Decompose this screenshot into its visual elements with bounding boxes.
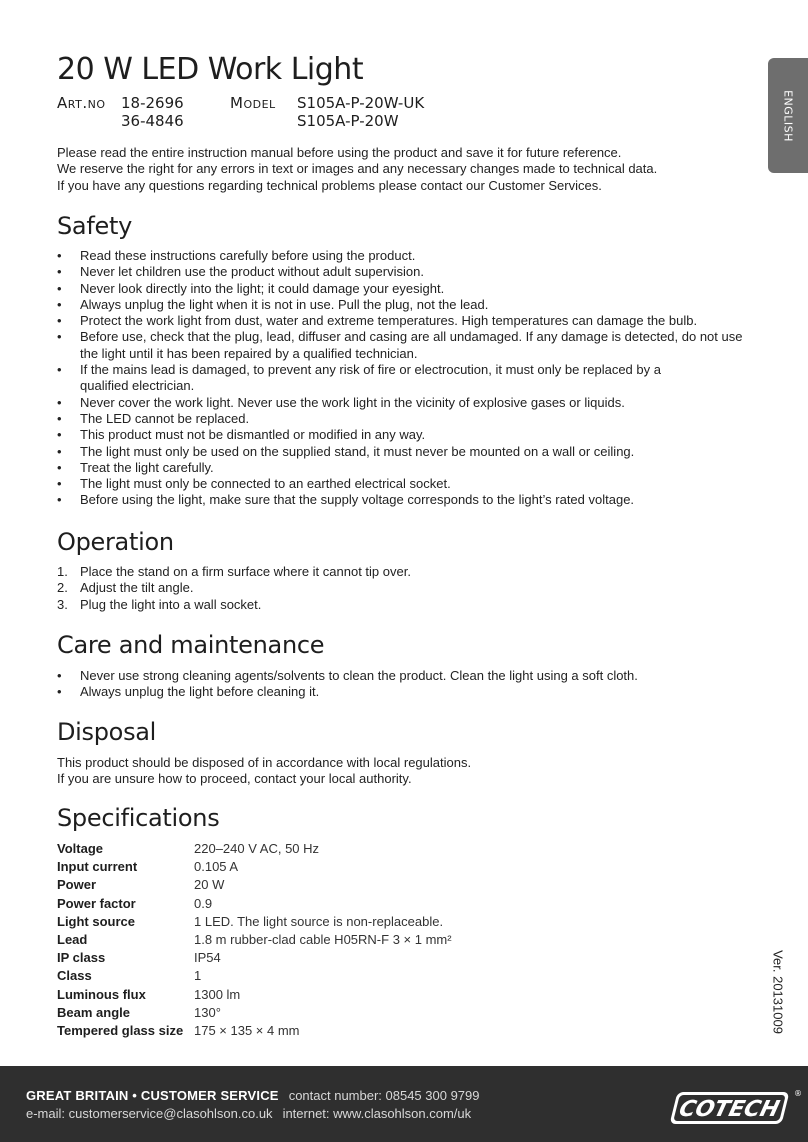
spec-row: Luminous flux 1300 lm xyxy=(57,986,241,1002)
care-heading: Care and maintenance xyxy=(57,631,325,659)
disposal-heading: Disposal xyxy=(57,718,157,746)
intro-line: Please read the entire instruction manual before using the product and save it for future reference. xyxy=(57,145,622,160)
list-item: • Protect the work light from dust, water and extreme temperatures. High temperatures can damage the bulb. xyxy=(57,313,698,329)
list-item: • Always unplug the light when it is not in use. Pull the plug, not the lead. xyxy=(57,296,489,312)
language-tab-label: ENGLISH xyxy=(781,90,795,142)
logo-text: COTECH xyxy=(676,1096,783,1122)
spec-row: Voltage 220–240 V AC, 50 Hz xyxy=(57,841,320,856)
spec-row: Power factor 0.9 xyxy=(57,895,213,911)
page-title: 20 W LED Work Light xyxy=(57,52,364,87)
cotech-logo xyxy=(665,1086,800,1130)
intro-line: If you have any questions regarding technical problems please contact our Customer Services. xyxy=(57,177,602,193)
list-item: • Treat the light carefully. xyxy=(57,459,214,475)
art-number: 36-4846 xyxy=(121,112,184,130)
spec-row: IP class IP54 xyxy=(57,950,221,966)
list-item: • Before using the light, make sure that the supply voltage corresponds to the light’s rated voltage. xyxy=(57,492,635,508)
list-item: • If the mains lead is damaged, to prevent any risk of fire or electrocution, it must only be replaced by a qualified electrician. xyxy=(57,362,661,394)
footer-region: GREAT BRITAIN • CUSTOMER SERVICE xyxy=(26,1088,279,1103)
art-number: 18-2696 xyxy=(121,94,184,112)
list-item: 3. Plug the light into a wall socket. xyxy=(57,596,262,612)
model-label: Model xyxy=(230,94,276,112)
list-item: 2. Adjust the tilt angle. xyxy=(57,580,194,596)
model-number: S105A-P-20W-UK xyxy=(297,94,425,112)
list-item: • Before use, check that the plug, lead, diffuser and casing are all undamaged. If any damage is detected, do not use the light until it has been repaired by a qualified technician. xyxy=(57,329,743,361)
list-item: • Never cover the work light. Never use the work light in the vicinity of explosive gases or liquids. xyxy=(57,394,625,410)
spec-row: Input current 0.105 A xyxy=(57,859,239,875)
operation-heading: Operation xyxy=(57,528,174,556)
spec-row: Light source 1 LED. The light source is non-replaceable. xyxy=(57,913,444,929)
disposal-line: If you are unsure how to proceed, contact your local authority. xyxy=(57,771,412,787)
footer xyxy=(0,1066,808,1142)
footer-email[interactable]: e-mail: customerservice@clasohlson.co.uk xyxy=(26,1106,273,1121)
operation-list xyxy=(57,564,747,613)
list-item: • The LED cannot be replaced. xyxy=(57,410,250,426)
spec-row: Beam angle 130° xyxy=(57,1004,221,1020)
version-label: Ver. 20131009 xyxy=(770,950,786,1034)
list-item: • Never look directly into the light; it could damage your eyesight. xyxy=(57,280,445,296)
art-no-label: Art.no xyxy=(57,94,106,112)
safety-heading: Safety xyxy=(57,212,132,240)
disposal-line: This product should be disposed of in accordance with local regulations. xyxy=(57,755,472,770)
disposal-text xyxy=(57,755,471,788)
specifications-table xyxy=(57,840,452,1040)
list-item: • This product must not be dismantled or modified in any way. xyxy=(57,427,426,443)
footer-web-line xyxy=(26,1106,471,1121)
art-numbers xyxy=(121,94,184,130)
language-tab[interactable] xyxy=(768,58,808,173)
footer-contact-line xyxy=(26,1088,480,1103)
list-item: 1. Place the stand on a firm surface where it cannot tip over. xyxy=(57,564,411,579)
list-item: • The light must only be used on the supplied stand, it must never be mounted on a wall or ceiling. xyxy=(57,443,635,459)
safety-list xyxy=(57,248,747,509)
spec-row: Lead 1.8 m rubber-clad cable H05RN-F 3 × 1 mm² xyxy=(57,932,452,948)
intro-line: We reserve the right for any errors in text or images and any necessary changes made to technical data. xyxy=(57,161,658,177)
logo-registered-mark: ® xyxy=(794,1089,802,1098)
model-numbers xyxy=(297,94,424,130)
care-list xyxy=(57,668,747,701)
spec-row: Tempered glass size 175 × 135 × 4 mm xyxy=(57,1023,300,1039)
spec-row: Power 20 W xyxy=(57,877,225,893)
model-number: S105A-P-20W xyxy=(297,112,399,130)
spec-row: Class 1 xyxy=(57,968,202,984)
list-item: • Never let children use the product without adult supervision. xyxy=(57,264,424,280)
specifications-heading: Specifications xyxy=(57,804,220,832)
list-item: • The light must only be connected to an earthed electrical socket. xyxy=(57,476,451,492)
footer-phone: contact number: 08545 300 9799 xyxy=(288,1088,480,1103)
list-item: • Always unplug the light before cleaning it. xyxy=(57,684,320,700)
footer-website[interactable]: internet: www.clasohlson.com/uk xyxy=(282,1106,472,1121)
list-item: • Read these instructions carefully before using the product. xyxy=(57,248,416,263)
list-item: • Never use strong cleaning agents/solvents to clean the product. Clean the light using a soft cloth. xyxy=(57,668,638,683)
intro-text xyxy=(57,145,657,194)
